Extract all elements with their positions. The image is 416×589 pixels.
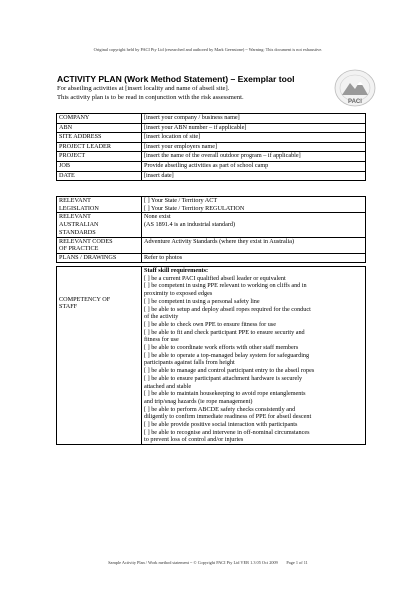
page-footer (0, 560, 416, 565)
requirement-line: to prevent loss of control and/or injuries (144, 436, 244, 444)
value-cell: [insert date] (142, 171, 366, 181)
label-cell: RELEVANT CODES OF PRACTICE (57, 237, 142, 253)
label-cell: SITE ADDRESS (57, 133, 142, 143)
requirement-line: [ ] be able to recognise and intervene in off-nominal circumstances (144, 428, 310, 436)
table-row (57, 114, 366, 124)
value-cell (142, 267, 366, 445)
table-row (57, 142, 366, 152)
value-cell: Refer to photos (142, 253, 366, 262)
staff-requirements-heading: Staff skill requirements: (144, 267, 209, 274)
value-cell: [insert your company / business name] (142, 114, 366, 124)
document-title: ACTIVITY PLAN (Work Method Statement) – Exemplar tool (57, 74, 295, 84)
table-row (57, 237, 366, 253)
table-row (57, 161, 366, 171)
label-cell: RELEVANT AUSTRALIAN STANDARDS (57, 213, 142, 237)
requirement-line: [ ] be able to maintain housekeeping to avoid rope entanglements (144, 390, 306, 398)
requirement-line: [ ] be able provide positive social interaction with participants (144, 421, 298, 429)
requirement-line: [ ] be able to fit and check participant PPE to ensure security and (144, 328, 305, 336)
intro-line: For abseiling activities at [insert locality and name of abseil site]. (57, 85, 230, 92)
table-row (57, 253, 366, 262)
table-row (57, 267, 366, 445)
value-cell: Provide abseiling activities as part of school camp (142, 161, 366, 171)
value-cell: [insert the name of the overall outdoor program – if applicable] (142, 152, 366, 162)
value-cell: [insert your employers name] (142, 142, 366, 152)
intro-line: This activity plan is to be read in conjunction with the risk assessment. (57, 93, 244, 101)
staff-requirements-list (144, 275, 363, 444)
table-row (57, 213, 366, 237)
logo-text: PACI (348, 99, 362, 105)
footer-text: Sample Activity Plan / Work method statement ~ © Copyright PACI Pty Ltd VER 1.3 05 Oct 2009 (108, 560, 278, 565)
value-cell: [insert your ABN number – if applicable] (142, 123, 366, 133)
requirement-line: and trip/snag hazards (ie rope management) (144, 397, 253, 405)
label-cell: JOB (57, 161, 142, 171)
table-row (57, 123, 366, 133)
requirement-line: [ ] be competent in using PPE relevant to working on cliffs and in (144, 282, 307, 290)
copyright-notice: Original copyright held by PACI Pty Ltd (researched and authored by Mark Geenstone) ~ Warning: This document is not exhaustive. (93, 47, 323, 52)
label-cell: COMPANY (57, 114, 142, 124)
requirement-line: [ ] be able to perform ABCDE safety checks consistently and (144, 405, 296, 413)
details-table (56, 113, 366, 181)
requirement-line: [ ] be able to operate a top-managed belay system for safeguarding (144, 351, 310, 359)
legislation-table (56, 196, 366, 263)
requirement-line: diligently to confirm immediate readiness of PPE for abseil descent (144, 413, 312, 421)
label-cell: PROJECT (57, 152, 142, 162)
table-row (57, 171, 366, 181)
requirement-line: proximity to exposed edges (144, 290, 213, 298)
label-cell: ABN (57, 123, 142, 133)
page-number: Page 1 of 11 (286, 560, 308, 565)
table-row (57, 197, 366, 213)
requirement-line: [ ] be a current PACI qualified abseil leader or equivalent (144, 274, 286, 282)
requirement-line: attached and stable (144, 382, 192, 390)
requirement-line: participants against falls from height (144, 359, 235, 367)
requirement-line: [ ] be able to ensure participant attachment hardware is securely (144, 374, 303, 382)
label-cell: RELEVANT LEGISLATION (57, 197, 142, 213)
label-cell: PROJECT LEADER (57, 142, 142, 152)
label-cell: COMPETENCY OF STAFF (57, 267, 142, 445)
value-cell: Adventure Activity Standards (where they exist in Australia) (142, 237, 366, 253)
requirement-line: [ ] be able to manage and control participant entry to the abseil ropes (144, 367, 315, 375)
table-row (57, 152, 366, 162)
competency-table (56, 266, 366, 445)
value-cell: [insert location of site] (142, 133, 366, 143)
value-cell: None exist (AS 1891.4 is an industrial standard) (142, 213, 366, 237)
requirement-line: [ ] be able to check own PPE to ensure fitness for use (144, 320, 276, 328)
value-cell: [ ] Your State / Territory ACT [ ] Your State / Territory REGULATION (142, 197, 366, 213)
table-row (57, 133, 366, 143)
intro-text (57, 85, 244, 103)
label-cell: PLANS / DRAWINGS (57, 253, 142, 262)
requirement-line: [ ] be able to setup and deploy abseil ropes required for the conduct (144, 305, 311, 313)
requirement-line: [ ] be able to coordinate work efforts with other staff members (144, 344, 299, 352)
requirement-line: [ ] be competent in using a personal safety line (144, 297, 260, 305)
label-cell: DATE (57, 171, 142, 181)
requirement-line: of the activity (144, 313, 179, 321)
paci-logo (333, 68, 377, 108)
requirement-line: fitness for use (144, 336, 179, 344)
